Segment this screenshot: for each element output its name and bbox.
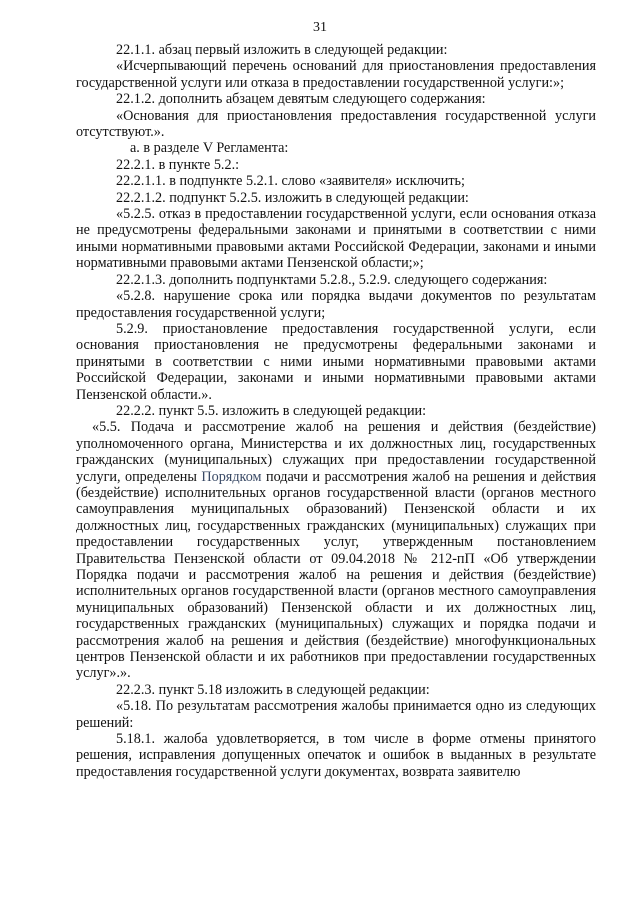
document-body xyxy=(76,42,596,780)
paragraph-22-2-1: 22.2.1. в пункте 5.2.: xyxy=(116,156,240,173)
page-number: 31 xyxy=(313,20,327,35)
paragraph-5-18-1: 5.18.1. жалоба удовлетворяется, в том числе в форме отмены принятого решения, исправления допущенных опечаток и ошибок в выданных в результате предоставления государственной услуги документах, возврата заявителю xyxy=(76,731,596,780)
paragraph-5-5-text-before: «5.5. Подача и рассмотрение жалоб на решения и действия (бездействие) уполномоченного органа, Министерства и их должностных лиц, государственных гражданских (муниципальных) служащих при предоставлении государственной услуги, определены xyxy=(76,419,596,485)
paragraph-5-5 xyxy=(76,419,596,682)
paragraph-5-5-text-after: подачи и рассмотрения жалоб на решения и действия (бездействие) исполнительных органов государственной власти (органов местного самоуправления муниципальных образований) Пензенской области и их должностных лиц, государственных гражданских (муниципальных) служащих при предоставлении государственных услуг, утвержденным постановлением Правительства Пензенской области от 09.04.2018 № 212-пП «Об утверждении Порядка подачи и рассмотрения жалоб на решения и действия (бездействие) исполнительных органов государственной власти (органов местного самоуправления муниципальных образований) Пензенской области и их должностных лиц, государственных гражданских (муниципальных) служащих и порядка подачи и рассмотрения жалоб на решения и действия (бездействие) многофункциональных центров Пензенской области и их работников при предоставлении государственных услуг».». xyxy=(76,468,597,682)
paragraph-22-2-3: 22.2.3. пункт 5.18 изложить в следующей редакции: xyxy=(116,681,430,698)
procedure-link[interactable]: Порядком xyxy=(201,468,262,485)
paragraph-5-2-5: «5.2.5. отказ в предоставлении государственной услуги, если основания отказа не предусмотрены федеральными законами и принятыми в соответствии с ними иными нормативными правовыми актами Российской Федерации, законами и иными нормативными правовыми актами Пензенской области;»; xyxy=(76,206,596,272)
paragraph-5-2-9: 5.2.9. приостановление предоставления государственной услуги, если основания приостановления не предусмотрены федеральными законами и принятыми в соответствии с ними иными нормативными правовыми актами Российской Федерации, законами и иными нормативными правовыми актами Пензенской области.». xyxy=(76,320,596,403)
paragraph-5-18: «5.18. По результатам рассмотрения жалобы принимается одно из следующих решений: xyxy=(76,698,596,731)
paragraph-22-2-2: 22.2.2. пункт 5.5. изложить в следующей редакции: xyxy=(116,402,427,419)
paragraph-22-2-1-1: 22.2.1.1. в подпункте 5.2.1. слово «заявителя» исключить; xyxy=(116,173,465,190)
paragraph-quote-grounds: «Исчерпывающий перечень оснований для приостановления предоставления государственной услуги или отказа в предоставлении государственной услуги:»; xyxy=(76,58,596,91)
paragraph-quote-no-grounds: «Основания для приостановления предоставления государственной услуги отсутствуют.». xyxy=(76,107,596,141)
paragraph-22-2-1-3: 22.2.1.3. дополнить подпунктами 5.2.8., 5.2.9. следующего содержания: xyxy=(116,271,548,288)
list-item-section-v: а. в разделе V Регламента: xyxy=(130,140,289,157)
paragraph-5-2-8: «5.2.8. нарушение срока или порядка выдачи документов по результатам предоставления государственной услуги; xyxy=(76,288,596,321)
paragraph-22-2-1-2: 22.2.1.2. подпункт 5.2.5. изложить в следующей редакции: xyxy=(116,189,469,206)
paragraph-22-1-1: 22.1.1. абзац первый изложить в следующей редакции: xyxy=(116,42,448,58)
paragraph-22-1-2: 22.1.2. дополнить абзацем девятым следующего содержания: xyxy=(116,91,486,108)
